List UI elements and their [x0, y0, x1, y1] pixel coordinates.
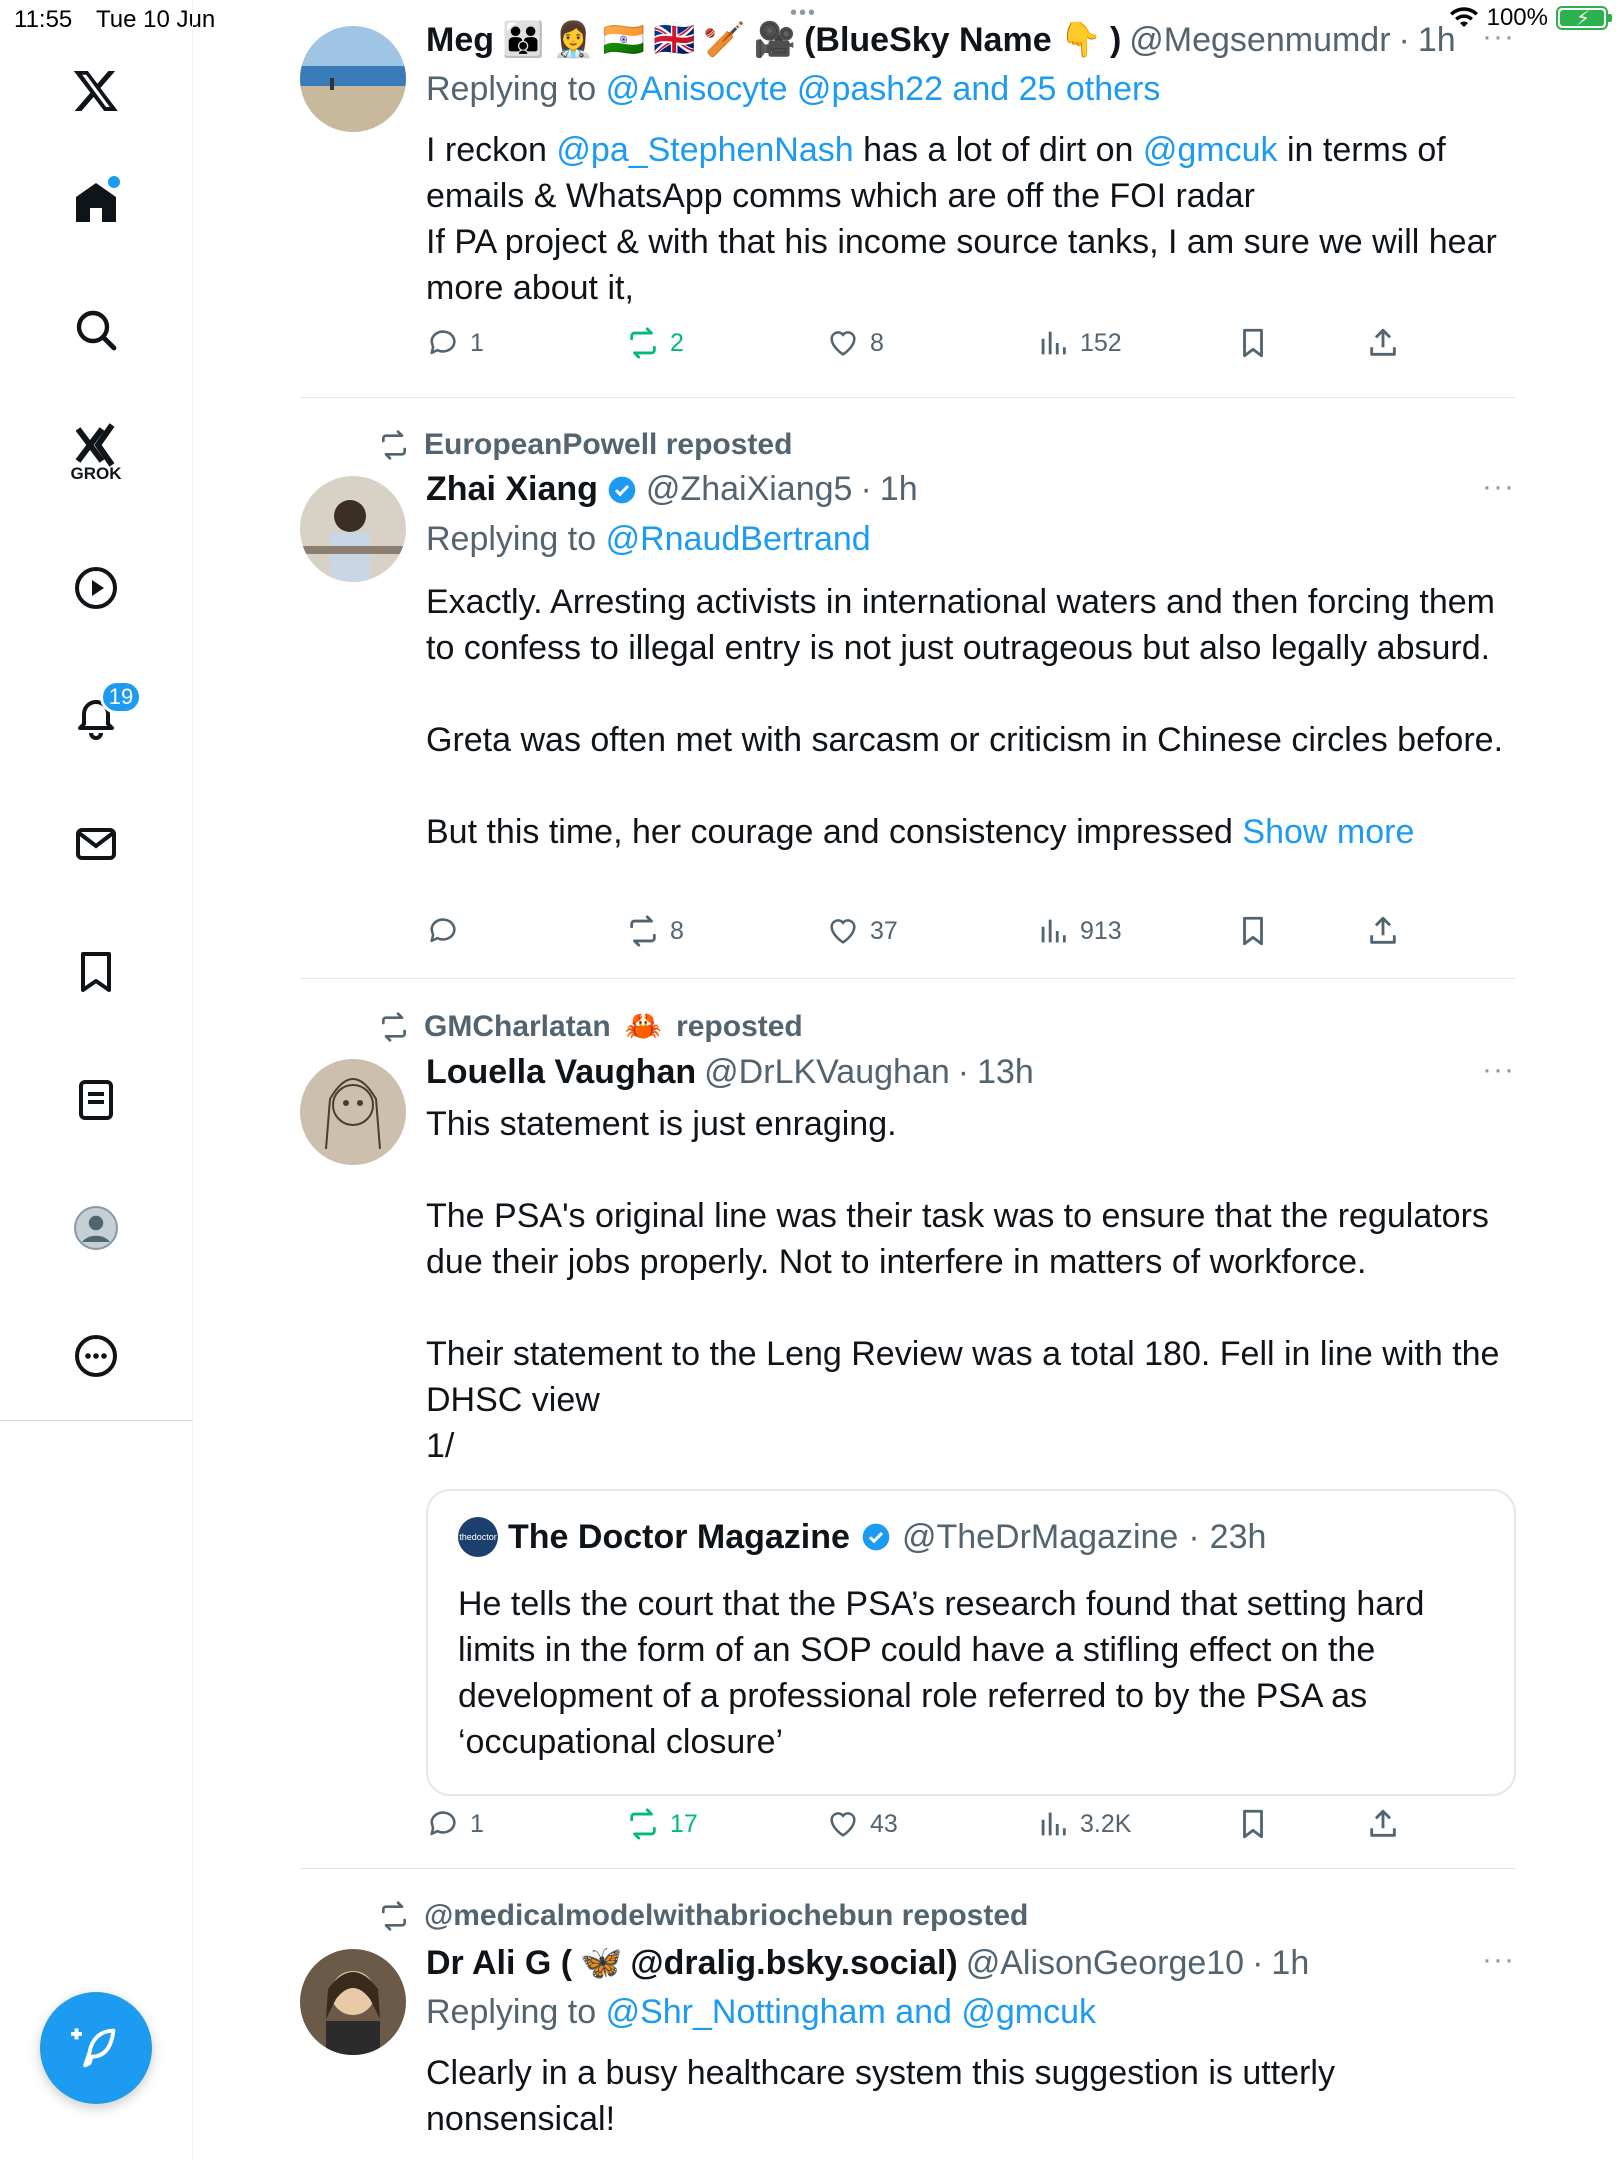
emoji-cricket-icon: 🏏 [703, 20, 746, 60]
quoted-tweet[interactable] [426, 1489, 1516, 1796]
tweet-text: Exactly. Arresting activists in international waters and then forcing them to confess to illegal entry is not just outrageous but also legally absurd. Greta was often met with sarcasm or criticism in Chinese circles before. But this time, her courage and consistency impressed Show more [426, 583, 1504, 851]
home-unread-dot [108, 176, 120, 188]
repost-icon [626, 914, 660, 948]
verified-badge-icon [860, 1521, 892, 1553]
author-name[interactable]: Meg [426, 20, 494, 59]
notifications-badge: 19 [100, 680, 142, 714]
post-divider [300, 978, 1515, 979]
heart-icon [826, 1807, 860, 1841]
author-name[interactable]: Louella Vaughan [426, 1053, 697, 1091]
status-date: Tue 10 Jun [96, 6, 216, 33]
bookmark-icon [1236, 914, 1270, 948]
repost-icon [626, 326, 660, 360]
messages-envelope-icon[interactable] [56, 804, 136, 884]
quote-header: thedoctor The Doctor Magazine @TheDrMagazine · 23h [459, 1517, 1267, 1556]
share-button[interactable] [1366, 326, 1400, 360]
tweet-time[interactable]: 1h [879, 470, 918, 508]
flag-uk-icon: 🇬🇧 [653, 20, 696, 60]
reply-count: 1 [470, 1809, 484, 1838]
replying-to-link[interactable]: @Shr_Nottingham and @gmcuk [605, 1993, 1097, 2031]
tweet-header: Zhai Xiang @ZhaiXiang5 · 1h [426, 470, 918, 508]
views-count: 3.2K [1080, 1809, 1132, 1838]
replying-to [426, 70, 1160, 109]
author-name-close: ) [1109, 20, 1122, 59]
show-more-link[interactable]: Show more [1242, 813, 1415, 851]
like-count: 8 [870, 328, 884, 357]
battery-percent: 100% [1486, 4, 1548, 31]
tweet-more-icon[interactable]: ··· [1482, 1943, 1515, 1976]
reply-icon [426, 914, 460, 948]
post-divider [300, 397, 1515, 398]
tweet-time[interactable]: 13h [977, 1053, 1034, 1091]
repost-icon [378, 1900, 410, 1932]
bookmarks-icon[interactable] [56, 932, 136, 1012]
replying-label: Replying to [426, 70, 597, 108]
thread-marker: 1/ [426, 1427, 455, 1465]
emoji-camera-icon: 🎥 [753, 20, 797, 60]
repost-label[interactable]: @medicalmodelwithabriochebun reposted [424, 1899, 1029, 1932]
repost-icon [626, 1807, 660, 1841]
share-button[interactable] [1366, 1807, 1400, 1841]
author-name[interactable]: Dr Ali G ( [426, 1943, 573, 1982]
tweet-time[interactable]: 1h [1417, 20, 1456, 59]
repost-count: 8 [670, 916, 684, 945]
avatar-louella-vaughan[interactable] [300, 1059, 406, 1165]
bookmark-icon [1236, 1807, 1270, 1841]
butterfly-emoji-icon: 🦋 [580, 1943, 623, 1983]
quote-text: He tells the court that the PSA’s research found that setting hard limits in the form of an SOP could have a stifling effect on the development of a professional role referred to by the PSA as ‘occupational closure’ [458, 1585, 1425, 1761]
quote-time: 23h [1209, 1517, 1267, 1556]
tweet-header: Louella Vaughan @DrLKVaughan · 13h [426, 1053, 1034, 1091]
mention-link[interactable]: @gmcuk [1142, 131, 1278, 169]
reply-icon [426, 326, 460, 360]
views-button[interactable] [1036, 1807, 1131, 1841]
compose-post-button[interactable] [40, 1992, 152, 2104]
author-handle[interactable]: @ZhaiXiang5 [645, 470, 853, 508]
post-divider [300, 1868, 1515, 1869]
share-icon [1366, 1807, 1400, 1841]
tweet-actions [426, 914, 1406, 958]
reply-icon [426, 1807, 460, 1841]
avatar-dr-ali-g[interactable] [300, 1949, 406, 2055]
views-chart-icon [1036, 914, 1070, 948]
grok-icon[interactable] [56, 412, 136, 492]
views-count: 152 [1080, 328, 1122, 357]
lists-icon[interactable] [56, 1060, 136, 1140]
sidebar-divider [0, 1420, 193, 1421]
tweet-more-icon[interactable]: ··· [1482, 20, 1515, 53]
tweet-actions [426, 1807, 1406, 1851]
tweet-text: I reckon @pa_StephenNash has a lot of dirt on @gmcuk in terms of emails & WhatsApp comms which are off the FOI radar If PA project & with that his income source tanks, I am sure we will hear more about it, [426, 131, 1497, 307]
repost-count: 2 [670, 328, 684, 357]
tweet-header: Dr Ali G ( 🦋 @dralig.bsky.social) @AlisonGeorge10 · 1h [426, 1943, 1310, 1983]
tweet-actions [426, 326, 1406, 370]
notifications-bell-icon[interactable] [56, 676, 136, 756]
replying-label: Replying to [426, 1993, 597, 2031]
repost-suffix: reposted [676, 1009, 803, 1043]
bookmark-icon [1236, 326, 1270, 360]
heart-icon [826, 914, 860, 948]
author-handle[interactable]: @Megsenmumdr [1129, 20, 1391, 59]
bookmark-button[interactable] [1236, 914, 1270, 948]
tweet-header: Meg 👪 👩‍⚕️ 🇮🇳 🇬🇧 🏏 🎥 (BlueSky Name 👇 ) @Megsenmumdr · 1h [426, 20, 1456, 60]
profile-avatar-icon[interactable] [56, 1188, 136, 1268]
heart-icon [826, 326, 860, 360]
quote-author-name[interactable]: The Doctor Magazine [508, 1517, 850, 1556]
repost-indicator [378, 1009, 803, 1044]
quote-avatar[interactable]: thedoctor [458, 1517, 498, 1557]
tweet-text: Clearly in a busy healthcare system this suggestion is utterly nonsensical! [426, 2054, 1335, 2138]
compose-feather-icon [70, 2022, 122, 2074]
sidebar [0, 0, 193, 2160]
like-count: 43 [870, 1809, 898, 1838]
x-logo-icon[interactable] [56, 50, 136, 130]
avatar-zhai-xiang[interactable] [300, 476, 406, 582]
author-name-suffix: (BlueSky Name [804, 20, 1052, 59]
repost-label[interactable]: EuropeanPowell reposted [424, 428, 793, 461]
emoji-woman-health-worker-icon: 👩‍⚕️ [552, 20, 595, 60]
repost-button[interactable] [626, 326, 684, 360]
verified-badge-icon [606, 474, 638, 506]
share-icon [1366, 914, 1400, 948]
video-icon[interactable] [56, 548, 136, 628]
author-name-link[interactable]: @dralig.bsky.social) [630, 1943, 958, 1982]
reply-button[interactable] [426, 1807, 484, 1841]
mention-link[interactable]: @pa_StephenNash [556, 131, 854, 169]
views-chart-icon [1036, 1807, 1070, 1841]
more-options-icon[interactable] [56, 1316, 136, 1396]
search-icon[interactable] [56, 290, 136, 370]
status-right [1449, 4, 1608, 32]
crab-emoji-icon: 🦀 [624, 1009, 663, 1044]
replying-label: Replying to [426, 520, 597, 558]
repost-icon [378, 1011, 410, 1043]
emoji-family-icon: 👪 [502, 20, 545, 60]
reply-button[interactable] [426, 326, 484, 360]
reply-count: 1 [470, 328, 484, 357]
views-chart-icon [1036, 326, 1070, 360]
battery-icon: ⚡ [1556, 6, 1608, 30]
tweet-text: This statement is just enraging. The PSA's original line was their task was to ensure that the regulators due their jobs properly. Not to interfere in matters of workforce. Their statement to the Leng Review was a total 180. Fell in line with the DHSC view 1/ [426, 1101, 1516, 1469]
author-name[interactable]: Zhai Xiang [426, 470, 598, 508]
views-button[interactable] [1036, 326, 1122, 360]
home-icon[interactable] [56, 162, 136, 242]
repost-by-name[interactable]: GMCharlatan [424, 1009, 611, 1043]
repost-count: 17 [670, 1809, 698, 1838]
reply-button[interactable] [426, 914, 470, 948]
share-icon [1366, 326, 1400, 360]
tweet-time[interactable]: 1h [1271, 1943, 1310, 1982]
multitasking-dots-icon[interactable]: ••• [790, 2, 818, 24]
flag-india-icon: 🇮🇳 [602, 20, 646, 60]
like-count: 37 [870, 916, 898, 945]
repost-icon [378, 429, 410, 461]
replying-to-link[interactable]: @RnaudBertrand [605, 520, 871, 558]
like-button[interactable] [826, 326, 884, 360]
author-handle[interactable]: @DrLKVaughan [704, 1053, 950, 1091]
author-handle[interactable]: @AlisonGeorge10 [965, 1943, 1245, 1982]
quote-author-handle: @TheDrMagazine [901, 1517, 1179, 1556]
grok-label: GROK [70, 464, 122, 483]
avatar-meg[interactable] [300, 26, 406, 132]
repost-indicator [378, 1899, 1028, 1933]
replying-to-link[interactable]: @Anisocyte @pash22 and 25 others [605, 70, 1161, 108]
tweet-more-icon[interactable]: ··· [1482, 470, 1515, 503]
replying-to [426, 1993, 1096, 2032]
repost-button[interactable] [626, 1807, 698, 1841]
bookmark-button[interactable] [1236, 1807, 1270, 1841]
repost-button[interactable] [626, 914, 684, 948]
views-count: 913 [1080, 916, 1122, 945]
like-button[interactable] [826, 914, 898, 948]
status-time: 11:55 [14, 6, 73, 33]
replying-to [426, 520, 871, 559]
like-button[interactable] [826, 1807, 898, 1841]
tweet-more-icon[interactable]: ··· [1482, 1053, 1515, 1086]
views-button[interactable] [1036, 914, 1122, 948]
repost-indicator [378, 428, 792, 462]
emoji-pointing-down-icon: 👇 [1059, 20, 1102, 60]
bookmark-button[interactable] [1236, 326, 1270, 360]
share-button[interactable] [1366, 914, 1400, 948]
